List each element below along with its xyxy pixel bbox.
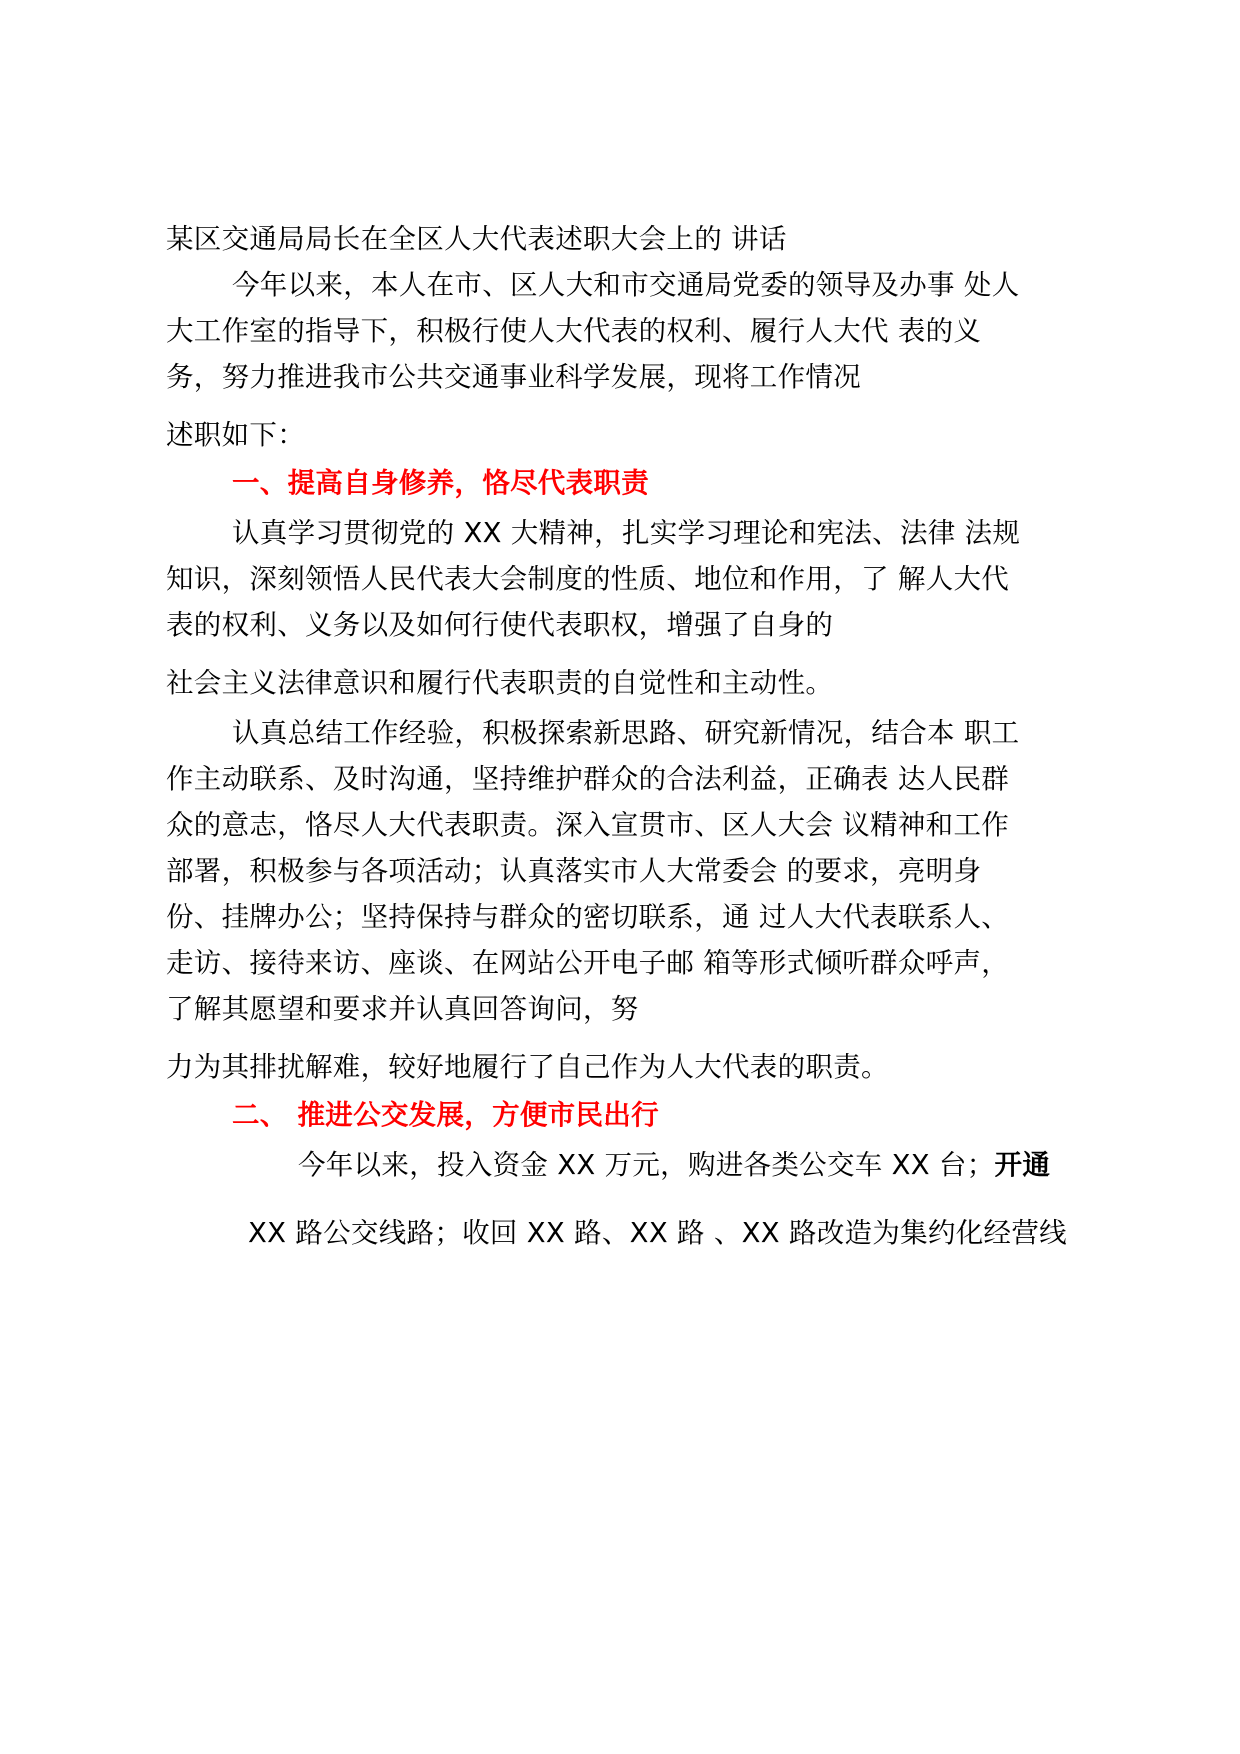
section-2-para-1-text: 今年以来，投入资金 XX 万元，购进各类公交车 XX 台；	[298, 1149, 995, 1181]
document-title: 某区交通局局长在全区人大代表述职大会上的 讲话	[166, 223, 787, 255]
section-1-para-2-line-3: 众的意志，恪尽人大代表职责。深入宣贯市、区人大会 议精神和工作	[166, 809, 1010, 841]
section-1-heading: 一、提高自身修养，恪尽代表职责	[232, 467, 649, 499]
section-1-para-1-line-2: 知识，深刻领悟人民代表大会制度的性质、地位和作用，了 解人大代	[166, 563, 1010, 595]
section-1-para-2-line-8: 力为其排扰解难，较好地履行了自己作为人大代表的职责。	[166, 1051, 889, 1083]
section-1-para-2-line-1: 认真总结工作经验，积极探索新思路、研究新情况，结合本 职工	[232, 717, 1020, 749]
section-1-para-1-line-4: 社会主义法律意识和履行代表职责的自觉性和主动性。	[166, 667, 834, 699]
section-1-para-2-line-2: 作主动联系、及时沟通，坚持维护群众的合法利益，正确表 达人民群	[166, 763, 1010, 795]
section-1-para-2-line-5: 份、挂牌办公；坚持保持与群众的密切联系，通 过人大代表联系人、	[166, 901, 1010, 933]
section-1-para-2-line-7: 了解其愿望和要求并认真回答询问，努	[166, 993, 639, 1025]
section-2-para-1-line-1	[298, 1148, 1050, 1182]
intro-line-3: 务，努力推进我市公共交通事业科学发展，现将工作情况	[166, 361, 861, 393]
intro-line-2: 大工作室的指导下，积极行使人大代表的权利、履行人大代 表的义	[166, 315, 982, 347]
section-1-para-2-line-4: 部署，积极参与各项活动；认真落实市人大常委会 的要求，亮明身	[166, 855, 982, 887]
section-1-para-1-line-1: 认真学习贯彻党的 XX 大精神，扎实学习理论和宪法、法律 法规	[232, 517, 1021, 549]
section-2-heading: 二、 推进公交发展，方便市民出行	[232, 1099, 659, 1131]
intro-line-1: 今年以来，本人在市、区人大和市交通局党委的领导及办事 处人	[232, 269, 1020, 301]
section-1-para-1-line-3: 表的权利、义务以及如何行使代表职权，增强了自身的	[166, 609, 834, 641]
section-1-para-2-line-6: 走访、接待来访、座谈、在网站公开电子邮 箱等形式倾听群众呼声，	[166, 947, 1010, 979]
intro-line-4: 述职如下：	[166, 419, 305, 451]
section-2-para-1-line-2: XX 路公交线路；收回 XX 路、XX 路 、XX 路改造为集约化经营线	[248, 1217, 1067, 1249]
section-2-para-1-bold-text: 开通	[994, 1149, 1051, 1181]
